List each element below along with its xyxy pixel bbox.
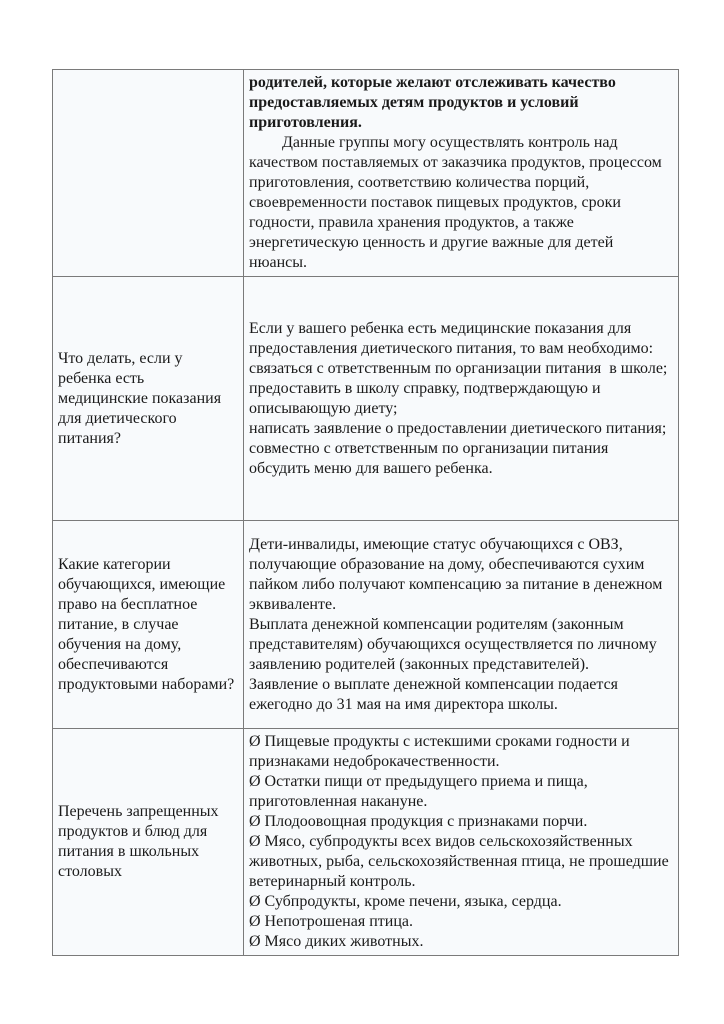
answer-cell — [244, 70, 679, 277]
question-cell — [53, 277, 244, 521]
answer-paragraph: Ø Мясо диких животных. — [249, 933, 424, 950]
answer-cell — [244, 729, 679, 956]
answer-paragraph: Данные группы могу осуществлять контроль над качеством поставляемых от заказчика продуктов, процессом приготовления, соответствию количества порций, своевременности поставок пищевых продуктов, сроки годности, правила хранения продуктов, а также энергетическую ценность и другие важные для детей нюансы. — [249, 134, 666, 271]
question-cell — [53, 70, 244, 277]
answer-paragraph: связаться с ответственным по организации питания в школе; — [249, 359, 668, 377]
question-text: Перечень запрещенных продуктов и блюд для питания в школьных столовых — [58, 803, 223, 880]
answer-paragraph: Дети-инвалиды, имеющие статус обучающихся с ОВЗ, получающие образование на дому, обеспечиваются сухим пайком либо получают компенсацию за питание в денежном эквиваленте. — [249, 535, 667, 613]
answer-paragraph: Ø Плодоовощная продукция с признаками порчи. — [249, 813, 588, 830]
table-row — [53, 70, 679, 277]
question-text: Какие категории обучающихся, имеющие право на бесплатное питание, в случае обучения на дому, обеспечиваются продуктовыми наборами? — [58, 555, 235, 693]
qa-table — [52, 69, 679, 956]
table-row — [53, 729, 679, 956]
table-row — [53, 521, 679, 729]
answer-cell — [244, 521, 679, 729]
answer-paragraph: Ø Субпродукты, кроме печени, языка, сердца. — [249, 893, 562, 910]
question-text: Что делать, если у ребенка есть медицинские показания для диетического питания? — [58, 349, 226, 447]
question-cell — [53, 729, 244, 956]
answer-paragraph: Ø Мясо, субпродукты всех видов сельскохозяйственных животных, рыба, сельскохозяйственная птица, не прошедшие ветеринарный контроль. — [249, 833, 673, 890]
question-cell — [53, 521, 244, 729]
answer-paragraph: предоставить в школу справку, подтверждающую и описывающую диету; — [249, 379, 605, 417]
answer-paragraph: Ø Пищевые продукты с истекшими сроками годности и признаками недоброкачественности. — [249, 733, 634, 770]
qa-table-body — [53, 70, 679, 956]
answer-paragraph: родителей, которые желают отслеживать качество предоставляемых детям продуктов и условий приготовления. — [249, 74, 620, 131]
answer-paragraph: Ø Остатки пищи от предыдущего приема и пища, приготовленная накануне. — [249, 773, 592, 810]
answer-cell — [244, 277, 679, 521]
answer-paragraph: совместно с ответственным по организации питания обсудить меню для вашего ребенка. — [249, 439, 613, 477]
answer-paragraph: Если у вашего ребенка есть медицинские показания для предоставления диетического питания, то вам необходимо: — [249, 319, 654, 357]
answer-paragraph: написать заявление о предоставлении диетического питания; — [249, 419, 667, 437]
answer-paragraph: Заявление о выплате денежной компенсации подается ежегодно до 31 мая на имя директора школы. — [249, 675, 623, 713]
answer-paragraph: Выплата денежной компенсации родителям (законным представителям) обучающихся осуществляется по личному заявлению родителей (законных представителей). — [249, 615, 661, 673]
table-row — [53, 277, 679, 521]
answer-paragraph: Ø Непотрошеная птица. — [249, 913, 413, 930]
